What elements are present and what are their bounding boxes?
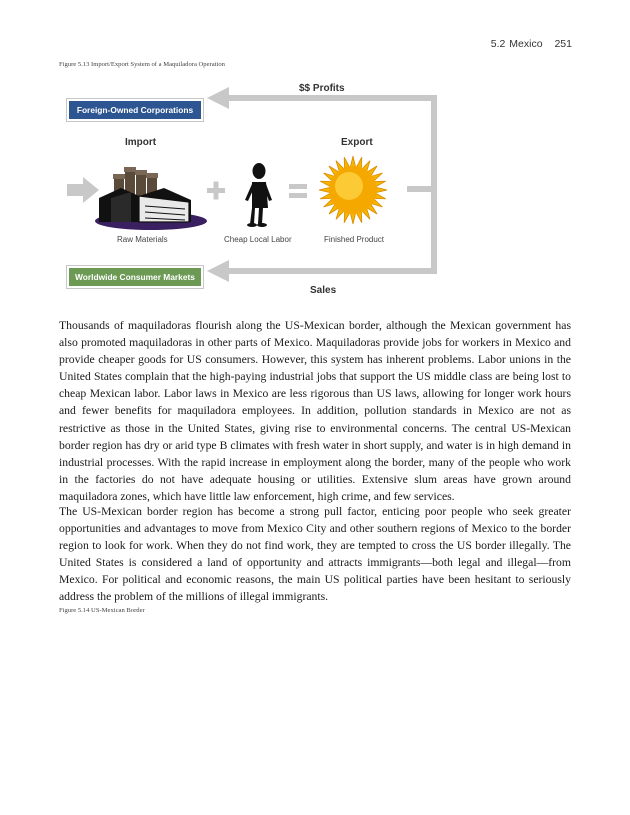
running-head (491, 38, 572, 50)
finished-product-label: Finished Product (324, 235, 385, 244)
cheap-local-labor-label: Cheap Local Labor (224, 235, 292, 244)
page-number: 251 (554, 38, 572, 50)
sales-label: Sales (310, 285, 337, 296)
equals-icon (289, 184, 307, 198)
worldwide-consumer-markets-box: Worldwide Consumer Markets (67, 266, 203, 288)
figure-caption: Figure 5.13 Import/Export System of a Maquiladora Operation (59, 61, 225, 68)
profits-arrow (207, 87, 437, 282)
body-paragraph (59, 503, 571, 606)
import-label: Import (125, 137, 157, 148)
sun-icon (319, 156, 387, 224)
body-paragraph (59, 317, 571, 505)
profits-label: $$ Profits (299, 83, 345, 94)
import-arrow-icon (67, 177, 99, 203)
raw-materials-label: Raw Materials (117, 235, 168, 244)
figure-caption-2: Figure 5.14 US-Mexican Border (59, 607, 145, 614)
section-title: 5.2 Mexico (490, 38, 543, 50)
factory-icon (95, 167, 207, 230)
maquiladora-diagram (59, 78, 571, 304)
paragraph-1: Thousands of maquiladoras flourish along the US-Mexican border, although the Mexican government has also promoted maquiladoras in other parts of Mexico. Maquiladoras provide jobs for workers in Mexico and provide cheaper goods for US consumers. However, this system has inherent problems. Labor unions in the United States complain that the high-paying industrial jobs that support the US middle class are being lost to cheap Mexican labor. Labor laws in Mexico are less rigorous than US laws, allowing for longer work hours and fewer benefits for maquiladora employees. In addition, pollution standards in Mexico are not as restrictive as those in the United States, giving rise to environmental concerns. The central US-Mexican border region has dry or arid type B climates with fresh water in short supply, and water is in high demand in industrial processes. With the rapid increase in employment along the border, many of the people who work in the factories do not have adequate housing or utilities. Extensive slum areas have grown around maquiladora zones, which have little law enforcement, high crime, and few services. (59, 319, 571, 503)
foreign-owned-corporations-box: Foreign-Owned Corporations (67, 99, 203, 121)
paragraph-2: The US-Mexican border region has become a strong pull factor, enticing poor people who seek greater opportunities and advantages to move from Mexico City and other southern regions of Mexico to the border region to look for work. When they do not find work, they are tempted to cross the US border illegally. The United States is considered a land of opportunity and attracts immigrants—both legal and illegal—from Mexico. For political and economic reasons, the main US political parties have been hesitant to seriously address the problem of the millions of illegal immigrants. (59, 505, 571, 604)
export-connector (407, 186, 431, 192)
plus-icon (207, 182, 225, 200)
export-label: Export (341, 137, 373, 148)
worker-icon (245, 163, 272, 227)
